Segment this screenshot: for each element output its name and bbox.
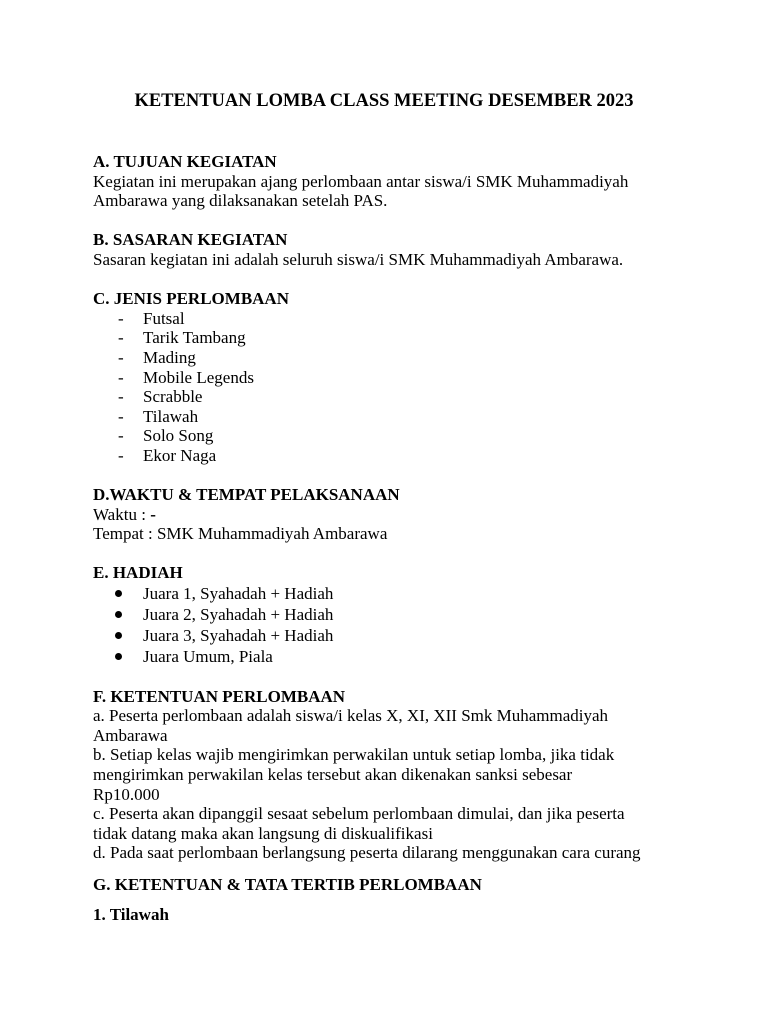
section-g-heading: G. KETENTUAN & TATA TERTIB PERLOMBAAN [93, 875, 482, 894]
rule-line: c. Peserta akan dipanggil sesaat sebelum perlombaan dimulai, dan jika peserta [93, 804, 625, 824]
section-jenis-perlombaan [93, 289, 693, 465]
competition-list [93, 309, 693, 466]
rule-line: tidak datang maka akan langsung di diskualifikasi [93, 823, 433, 843]
bullet-icon [115, 590, 122, 597]
dash-marker: - [118, 445, 124, 465]
dash-marker: - [118, 426, 124, 446]
section-a-heading: A. TUJUAN KEGIATAN [93, 152, 277, 171]
section-hadiah [93, 563, 693, 667]
section-c-heading: C. JENIS PERLOMBAAN [93, 289, 289, 309]
section-g-subheading: 1. Tilawah [93, 904, 169, 924]
list-item: - Mading [118, 347, 196, 367]
dash-marker: - [118, 387, 124, 407]
section-d-heading: D.WAKTU & TEMPAT PELAKSANAAN [93, 485, 400, 505]
list-item: - Solo Song [118, 426, 214, 446]
list-item: - Mobile Legends [118, 367, 254, 387]
document-body [93, 152, 693, 924]
section-a-line: Ambarawa yang dilaksanakan setelah PAS. [93, 191, 388, 211]
list-item: Juara Umum, Piala [93, 646, 693, 667]
section-waktu-tempat [93, 485, 693, 544]
list-item: - Tilawah [118, 406, 199, 426]
section-tata-tertib [93, 875, 693, 924]
section-e-heading: E. HADIAH [93, 563, 183, 583]
dash-marker: - [118, 406, 124, 426]
rule-line: d. Pada saat perlombaan berlangsung peserta dilarang menggunakan cara curang [93, 843, 641, 863]
list-item: - Scrabble [118, 387, 203, 407]
section-a-line: Kegiatan ini merupakan ajang perlombaan antar siswa/i SMK Muhammadiyah [93, 171, 629, 191]
section-b-line: Sasaran kegiatan ini adalah seluruh siswa/i SMK Muhammadiyah Ambarawa. [93, 249, 624, 269]
tempat-line: Tempat : SMK Muhammadiyah Ambarawa [93, 524, 388, 544]
section-sasaran [93, 230, 693, 269]
list-item: - Futsal [118, 308, 185, 328]
rule-line: b. Setiap kelas wajib mengirimkan perwakilan untuk setiap lomba, jika tidak [93, 745, 615, 765]
list-item: Juara 3, Syahadah + Hadiah [93, 625, 693, 646]
dash-marker: - [118, 328, 124, 348]
bullet-icon [115, 611, 122, 618]
section-f-heading: F. KETENTUAN PERLOMBAAN [93, 686, 346, 706]
dash-marker: - [118, 367, 124, 387]
bullet-icon [115, 653, 122, 660]
dash-marker: - [118, 308, 124, 328]
bullet-icon [115, 632, 122, 639]
list-item: - Tarik Tambang [118, 328, 246, 348]
rule-line: Rp10.000 [93, 784, 160, 804]
section-tujuan [93, 152, 693, 211]
list-item: Juara 2, Syahadah + Hadiah [93, 604, 693, 625]
section-ketentuan [93, 687, 693, 863]
rule-line: a. Peserta perlombaan adalah siswa/i kelas X, XI, XII Smk Muhammadiyah [93, 706, 609, 726]
document-title: KETENTUAN LOMBA CLASS MEETING DESEMBER 2023 [134, 91, 634, 111]
rule-line: Ambarawa [93, 725, 168, 745]
waktu-line: Waktu : - [93, 504, 156, 524]
rule-line: mengirimkan perwakilan kelas tersebut akan dikenakan sanksi sebesar [93, 765, 573, 785]
prize-list [93, 583, 693, 667]
dash-marker: - [118, 347, 124, 367]
section-b-heading: B. SASARAN KEGIATAN [93, 230, 288, 250]
list-item: - Ekor Naga [118, 445, 217, 465]
list-item: Juara 1, Syahadah + Hadiah [93, 583, 693, 604]
